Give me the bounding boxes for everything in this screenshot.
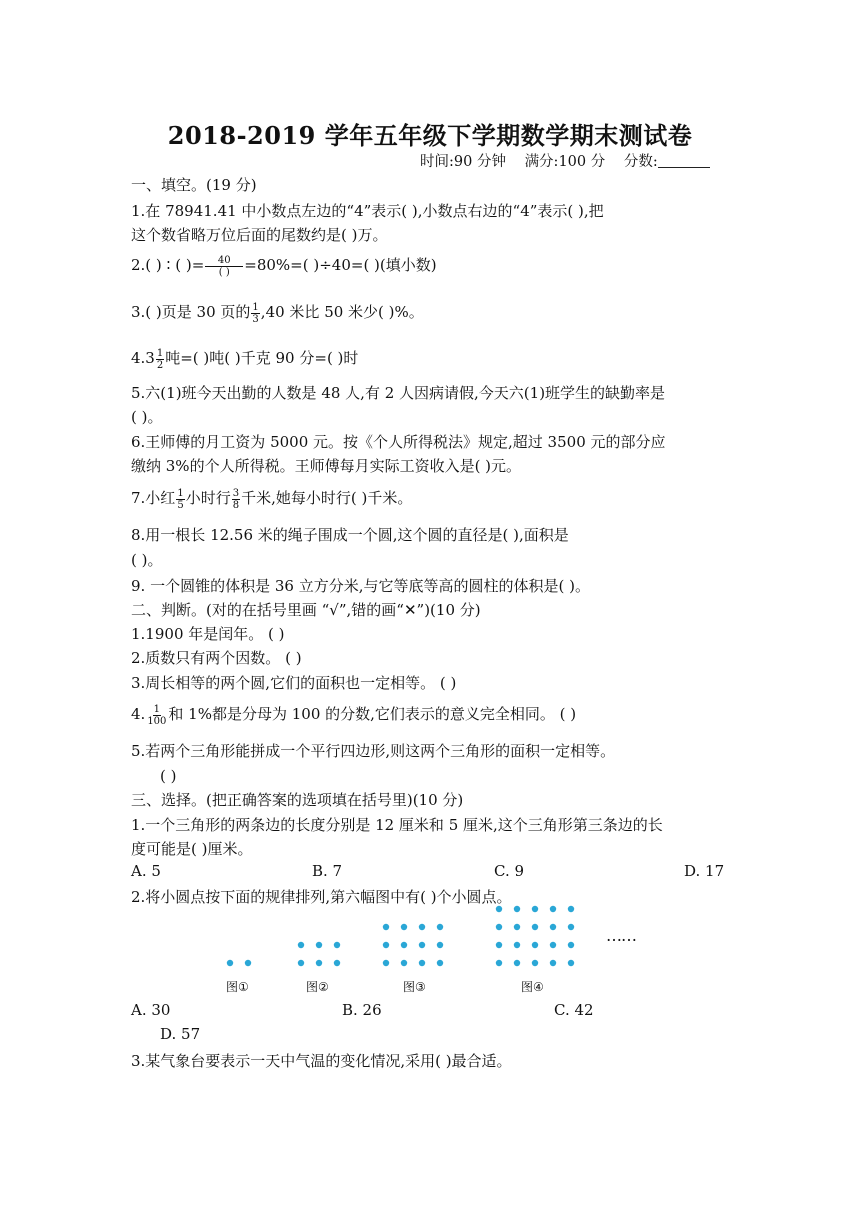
figure-4-dot xyxy=(496,924,502,930)
figure-4-dot xyxy=(496,906,502,912)
figure-4-dot xyxy=(514,906,520,912)
option-c[interactable]: C. 42 xyxy=(554,1001,594,1019)
figure-1-dot xyxy=(245,960,251,966)
figure-4-dot xyxy=(568,942,574,948)
figure-2-dot xyxy=(334,942,340,948)
figure-3-dot xyxy=(401,924,407,930)
s1-q1-line1: 1.在 78941.41 中小数点左边的“4”表示( ),小数点右边的“4”表示( ),把 xyxy=(131,202,604,220)
s2-q5-line2: ( ) xyxy=(160,767,177,785)
figure-3-dot xyxy=(419,960,425,966)
option-a[interactable]: A. 30 xyxy=(131,1001,171,1019)
figure-4-dot xyxy=(550,924,556,930)
s1-q1-line2: 这个数省略万位后面的尾数约是( )万。 xyxy=(131,226,388,244)
s3-q2: 2.将小圆点按下面的规律排列,第六幅图中有( )个小圆点。 xyxy=(131,888,512,906)
s2-q4: 4. $\frac{1}{100}$ 和 1%都是分母为 100 的分数,它们表示的意义完全相同。 ( ) xyxy=(131,703,577,727)
figure-3-dot xyxy=(401,942,407,948)
figure-3-dot xyxy=(437,960,443,966)
figure-4-dot xyxy=(514,942,520,948)
figure-4-dot xyxy=(532,924,538,930)
figure-4-dot xyxy=(568,924,574,930)
fraction: $\frac{40}{( )}$ xyxy=(205,255,243,278)
figure-4-dot xyxy=(514,960,520,966)
figure-3-dot xyxy=(383,942,389,948)
figure-2-dot xyxy=(334,960,340,966)
option-b[interactable]: B. 26 xyxy=(342,1001,382,1019)
figure-3-dot xyxy=(419,924,425,930)
section-2-heading: 二、判断。(对的在括号里画 “√”,错的画“✕”)(10 分) xyxy=(131,601,481,619)
fraction: $\frac{1}{5}$ xyxy=(177,487,184,511)
option-a[interactable]: A. 5 xyxy=(131,862,161,880)
figure-3-dot xyxy=(419,942,425,948)
figure-4-dot xyxy=(550,960,556,966)
figure-2-dot xyxy=(298,942,304,948)
figure-4-dot xyxy=(550,906,556,912)
figure-2-dot xyxy=(298,960,304,966)
s3-q1-line1: 1.一个三角形的两条边的长度分别是 12 厘米和 5 厘米,这个三角形第三条边的长 xyxy=(131,816,663,834)
figure-4-dot xyxy=(532,942,538,948)
figure-4-dot xyxy=(568,960,574,966)
s1-q9: 9. 一个圆锥的体积是 36 立方分米,与它等底等高的圆柱的体积是( )。 xyxy=(131,577,590,595)
s2-q2: 2.质数只有两个因数。 ( ) xyxy=(131,649,302,667)
fraction: $\frac{1}{100}$ xyxy=(147,703,167,727)
figure-3-dot xyxy=(383,924,389,930)
figure-3-dot xyxy=(401,960,407,966)
fraction: $\frac{3}{8}$ xyxy=(232,487,240,511)
figure-1-dot xyxy=(227,960,233,966)
s1-q4: 4.3 $\frac{1}{2}$ 吨=( )吨( )千克 90 分=( )时 xyxy=(131,347,359,371)
s3-q2-options-row1 xyxy=(131,1001,731,1023)
figure-continuation: …… xyxy=(606,926,636,945)
s3-q3: 3.某气象台要表示一天中气温的变化情况,采用( )最合适。 xyxy=(131,1052,512,1070)
exam-title: 2018-2019 学年五年级下学期数学期末测试卷 xyxy=(167,121,693,150)
s3-q1-line2: 度可能是( )厘米。 xyxy=(131,840,253,858)
s1-q5-line2: ( )。 xyxy=(131,408,163,426)
time-limit: 时间:90 分钟 xyxy=(420,154,506,170)
figure-3-dot xyxy=(383,960,389,966)
figure-2-dot xyxy=(316,942,322,948)
s3-q2-options-row2 xyxy=(131,1025,731,1047)
figure-4-dot xyxy=(550,942,556,948)
option-d[interactable]: D. 57 xyxy=(160,1025,201,1043)
figure-2-caption: 图② xyxy=(306,980,329,994)
s1-q8-line1: 8.用一根长 12.56 米的绳子围成一个圆,这个圆的直径是( ),面积是 xyxy=(131,526,569,544)
figure-4-caption: 图④ xyxy=(521,980,544,994)
figure-3-caption: 图③ xyxy=(403,980,426,994)
s2-q1: 1.1900 年是闰年。 ( ) xyxy=(131,625,285,643)
s1-q8-line2: ( )。 xyxy=(131,551,163,569)
score-label: 分数: xyxy=(624,154,724,170)
figure-1-caption: 图① xyxy=(226,980,249,994)
section-1-heading: 一、填空。(19 分) xyxy=(131,176,257,194)
figure-4-dot xyxy=(496,942,502,948)
fraction: $\frac{1}{2}$ xyxy=(156,347,164,371)
section-3-heading: 三、选择。(把正确答案的选项填在括号里)(10 分) xyxy=(131,791,464,809)
option-d[interactable]: D. 17 xyxy=(684,862,725,880)
figure-3-dot xyxy=(437,924,443,930)
s1-q3: 3.( )页是 30 页的 $\frac{1}{3}$ ,40 米比 50 米少( )%。 xyxy=(131,301,424,325)
fraction: $\frac{1}{3}$ xyxy=(252,301,259,325)
s2-q5-line1: 5.若两个三角形能拼成一个平行四边形,则这两个三角形的面积一定相等。 xyxy=(131,742,616,760)
option-b[interactable]: B. 7 xyxy=(312,862,343,880)
figure-3-dot xyxy=(437,942,443,948)
s2-q3: 3.周长相等的两个圆,它们的面积也一定相等。 ( ) xyxy=(131,674,457,692)
full-score: 满分:100 分 xyxy=(524,154,606,170)
figure-4-dot xyxy=(568,906,574,912)
s1-q2: 2.( ) ∶ ( )= $\frac{40}{( )}$ =80%=( )÷40=( )(填小数) xyxy=(131,254,437,278)
s1-q5-line1: 5.六(1)班今天出勤的人数是 48 人,有 2 人因病请假,今天六(1)班学生的缺勤率是 xyxy=(131,384,666,402)
figure-4-dot xyxy=(514,924,520,930)
s1-q7: 7.小红 $\frac{1}{5}$ 小时行 $\frac{3}{8}$ 千米,她每小时行( )千米。 xyxy=(131,487,413,511)
figure-4-dot xyxy=(532,960,538,966)
figure-4-dot xyxy=(496,960,502,966)
option-c[interactable]: C. 9 xyxy=(494,862,525,880)
s1-q6-line2: 缴纳 3%的个人所得税。王师傅每月实际工资收入是( )元。 xyxy=(131,457,522,475)
figure-4-dot xyxy=(532,906,538,912)
s1-q6-line1: 6.王师傅的月工资为 5000 元。按《个人所得税法》规定,超过 3500 元的部分应 xyxy=(131,433,666,451)
figure-2-dot xyxy=(316,960,322,966)
